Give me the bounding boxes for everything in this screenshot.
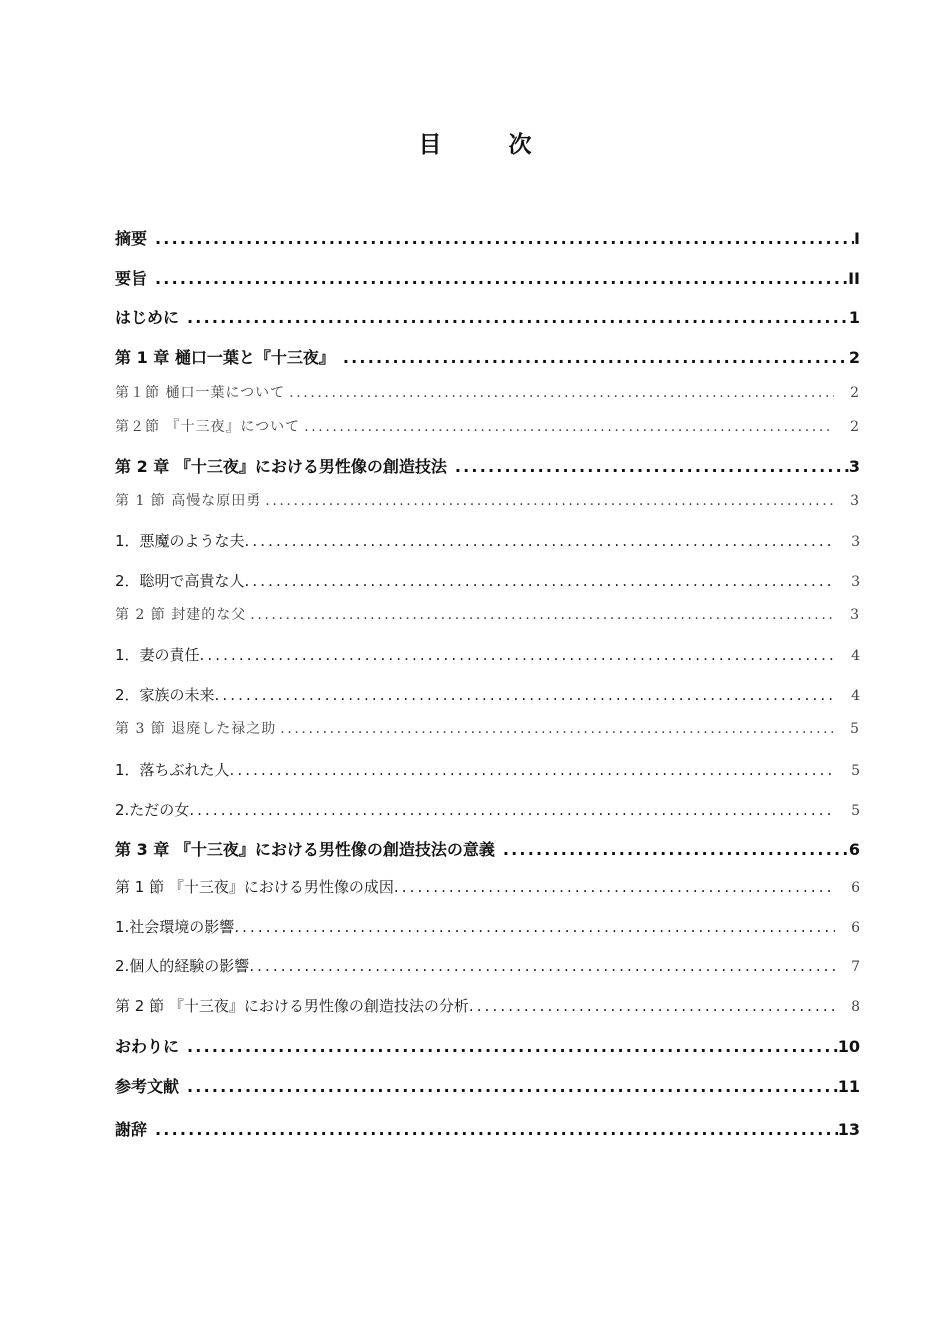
- toc-entry-section-3-1[interactable]: [115, 876, 860, 897]
- toc-entry-page: 10: [837, 1037, 860, 1056]
- toc-entry-acknowledgements[interactable]: [115, 1117, 860, 1140]
- dot-leader: [155, 229, 854, 248]
- toc-entry-title: 謝辞: [115, 1120, 148, 1139]
- toc-entry-title: 第 1 節 『十三夜』における男性像の成因: [115, 878, 394, 896]
- page-title: 目 次: [418, 132, 554, 158]
- dot-leader: [455, 457, 849, 476]
- toc-entry-item-2-2-2[interactable]: [115, 684, 860, 705]
- dot-leader: [289, 385, 834, 401]
- toc-entry-page: I: [854, 229, 860, 248]
- toc-entry-item-3-1-1[interactable]: [115, 916, 860, 937]
- dot-leader: [230, 761, 836, 779]
- toc-entry-chapter-2[interactable]: [115, 454, 860, 477]
- toc-entry-section-1-2[interactable]: [115, 416, 860, 436]
- dot-leader: [187, 1037, 838, 1056]
- toc-entry-title: 参考文献: [115, 1077, 180, 1096]
- dot-leader: [280, 721, 834, 737]
- toc-entry-section-2-3[interactable]: [115, 718, 860, 738]
- toc-entry-title: 2.ただの女: [115, 801, 190, 819]
- toc-entry-page: 11: [837, 1077, 860, 1096]
- toc-entry-title: はじめに: [115, 308, 180, 327]
- dot-leader: [250, 607, 834, 623]
- toc-entry-page: 3: [850, 607, 860, 623]
- toc-entry-page: 2: [850, 419, 860, 435]
- toc-entry-item-2-2-1[interactable]: [115, 644, 860, 665]
- toc-entry-page: 3: [848, 457, 860, 476]
- toc-entry-page: II: [848, 269, 860, 288]
- toc-entry-references[interactable]: [115, 1074, 860, 1097]
- toc-entry-section-2-2[interactable]: [115, 604, 860, 624]
- toc-entry-page: 6: [848, 840, 860, 859]
- toc-entry-title: 第２節 『十三夜』について: [115, 419, 301, 435]
- toc-entry-title: 2．聡明で高貴な人: [115, 572, 245, 590]
- toc-entry-page: 4: [851, 688, 860, 704]
- toc-entry-title: 2.個人的経験の影響: [115, 957, 250, 975]
- toc-entry-page: 6: [851, 920, 860, 936]
- toc-entry-title: 1．悪魔のような夫: [115, 532, 245, 550]
- dot-leader: [234, 918, 835, 936]
- toc-entry-title: 第 1 節 高慢な原田勇: [115, 493, 262, 509]
- toc-entry-title: 第 2 節 封建的な父: [115, 607, 247, 623]
- toc-entry-chapter-3[interactable]: [115, 837, 860, 860]
- dot-leader: [189, 801, 835, 819]
- dot-leader: [187, 308, 849, 327]
- toc-entry-title: 要旨: [115, 269, 148, 288]
- toc-entry-abstract[interactable]: [115, 226, 860, 249]
- dot-leader: [304, 419, 834, 435]
- toc-entry-title: 2．家族の未来: [115, 686, 215, 704]
- dot-leader: [200, 646, 836, 664]
- toc-entry-item-2-3-2[interactable]: [115, 799, 860, 820]
- dot-leader: [245, 572, 836, 590]
- toc-entry-page: 2: [848, 348, 860, 367]
- toc-entry-page: 2: [850, 385, 860, 401]
- toc-entry-section-3-2[interactable]: [115, 995, 860, 1016]
- toc-entry-page: 6: [851, 880, 860, 896]
- toc-entry-page: 13: [837, 1120, 860, 1139]
- toc-entry-page: 7: [851, 959, 860, 975]
- toc-entry-section-1-1[interactable]: [115, 382, 860, 402]
- toc-entry-page: 5: [850, 721, 860, 737]
- dot-leader: [249, 957, 835, 975]
- toc-entry-section-2-1[interactable]: [115, 490, 860, 510]
- dot-leader: [155, 1120, 838, 1139]
- dot-leader: [394, 878, 835, 896]
- toc-entry-item-2-1-1[interactable]: [115, 530, 860, 551]
- toc-entry-title: 摘要: [115, 229, 148, 248]
- toc-entry-page: 3: [850, 493, 860, 509]
- toc-entry-item-2-1-2[interactable]: [115, 570, 860, 591]
- dot-leader: [265, 493, 834, 509]
- toc-entry-title: 第 2 章 『十三夜』における男性像の創造技法: [115, 457, 447, 476]
- toc-entry-introduction[interactable]: [115, 305, 860, 328]
- toc-entry-page: 8: [851, 999, 860, 1015]
- dot-leader: [155, 269, 848, 288]
- toc-entry-conclusion[interactable]: [115, 1034, 860, 1057]
- toc-entry-summary[interactable]: [115, 266, 860, 289]
- toc-entry-page: 5: [851, 763, 860, 779]
- dot-leader: [343, 348, 849, 367]
- toc-entry-page: 1: [848, 308, 860, 327]
- toc-entry-title: 第 3 節 退廃した禄之助: [115, 721, 277, 737]
- toc-entry-page: 3: [851, 574, 860, 590]
- dot-leader: [245, 532, 836, 550]
- toc-entry-item-2-3-1[interactable]: [115, 759, 860, 780]
- toc-entry-page: 5: [851, 803, 860, 819]
- dot-leader: [187, 1077, 838, 1096]
- toc-entry-page: 4: [851, 648, 860, 664]
- toc-entry-title: 1．落ちぶれた人: [115, 761, 230, 779]
- dot-leader: [503, 840, 849, 859]
- toc-entry-title: おわりに: [115, 1037, 180, 1056]
- toc-entry-title: 第１節 樋口一葉について: [115, 385, 286, 401]
- toc-entry-title: 1．妻の責任: [115, 646, 200, 664]
- dot-leader: [215, 686, 836, 704]
- toc-entry-title: 第 2 節 『十三夜』における男性像の創造技法の分析: [115, 997, 469, 1015]
- toc-entry-item-3-1-2[interactable]: [115, 955, 860, 976]
- toc-entry-title: 1.社会環境の影響: [115, 918, 235, 936]
- dot-leader: [469, 997, 835, 1015]
- toc-entry-page: 3: [851, 534, 860, 550]
- toc-entry-chapter-1[interactable]: [115, 345, 860, 368]
- toc-entry-title: 第 1 章 樋口一葉と『十三夜』: [115, 348, 335, 367]
- toc-entry-title: 第 3 章 『十三夜』における男性像の創造技法の意義: [115, 840, 495, 859]
